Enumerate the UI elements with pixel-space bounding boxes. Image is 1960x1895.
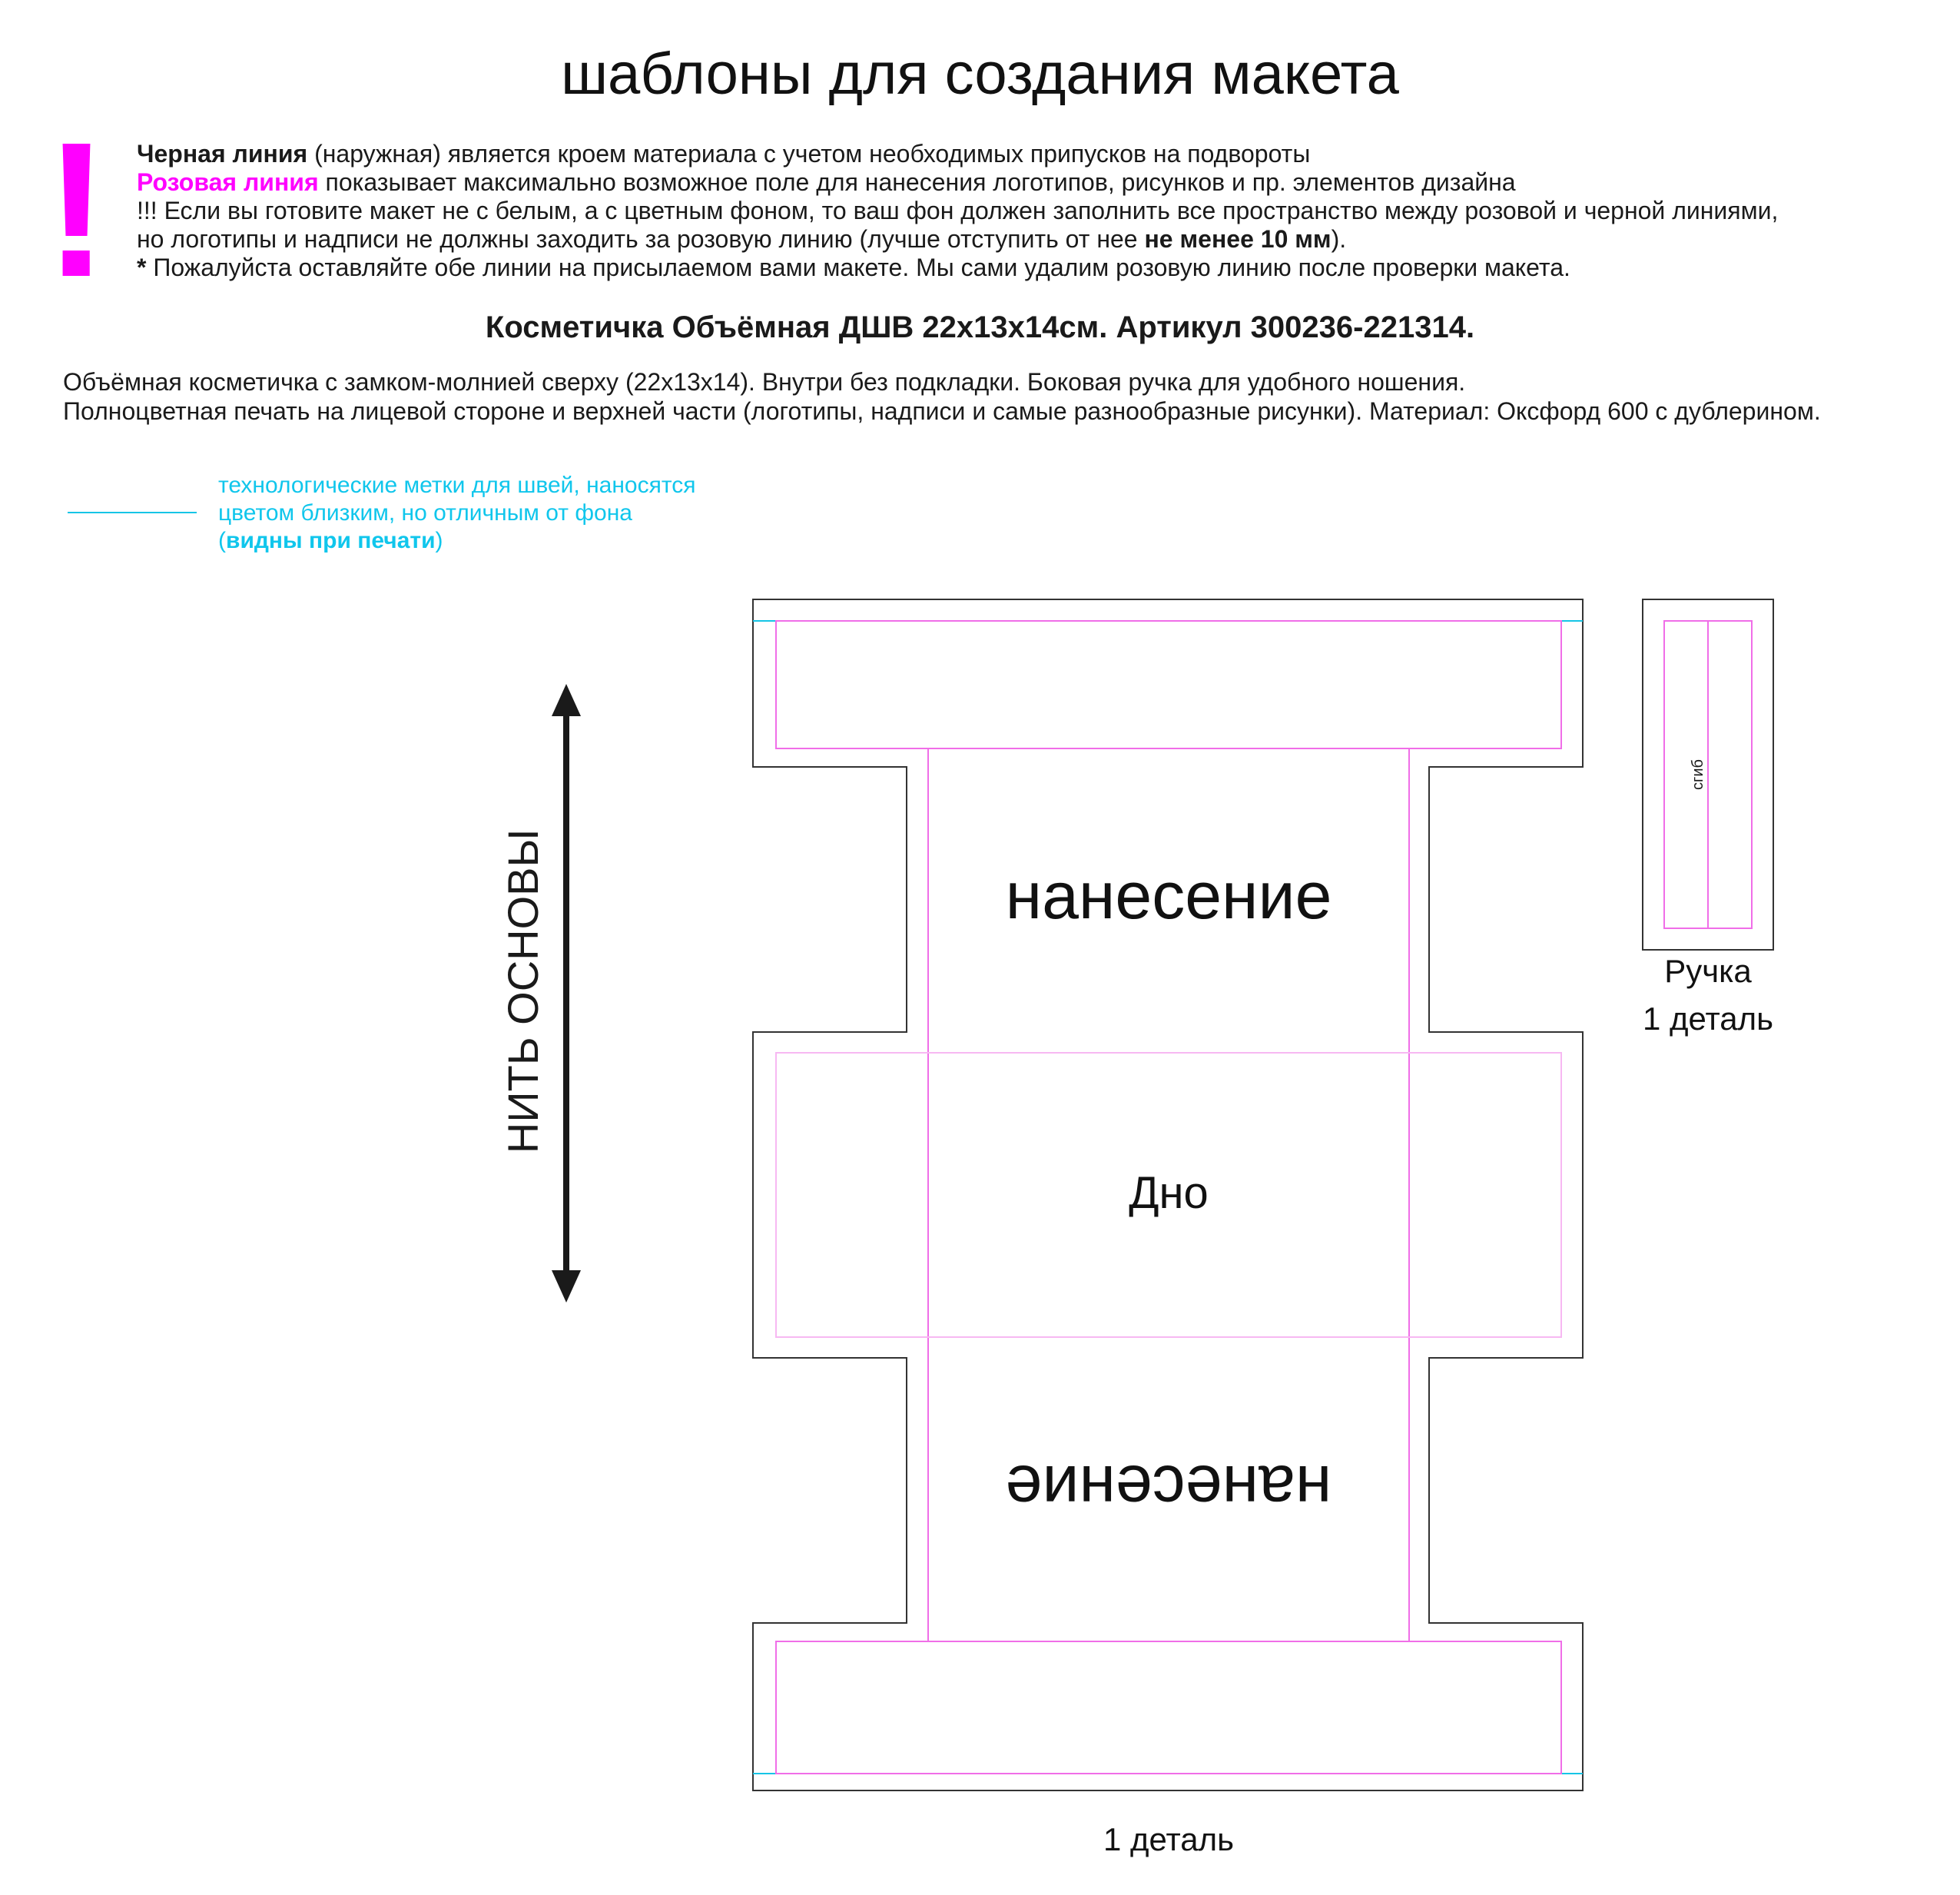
handle-name: Ручка	[1664, 953, 1752, 989]
note-keep-lines-text: Пожалуйста оставляйте обе линии на присылаемом вами макете. Мы сами удалим розовую линию после проверки макета.	[146, 254, 1570, 281]
legend-line-2: цветом близким, но отличным от фона	[218, 500, 632, 526]
product-title: Косметичка Объёмная ДШВ 22х13х14см. Артикул 300236-221314.	[485, 310, 1475, 344]
black-line-term: Черная линия	[137, 140, 308, 168]
grain-label: НИТЬ ОСНОВЫ	[499, 828, 547, 1154]
legend-bold: видны при печати	[226, 528, 436, 553]
grain-arrow-head-down	[552, 1270, 581, 1303]
bottom-panel-label: Дно	[1129, 1168, 1209, 1218]
note-background: !!! Если вы готовите макет не с белым, а с цветным фоном, то ваш фон должен заполнить все пространство между розовой и черной линиями,	[137, 197, 1779, 224]
handle-count: 1 деталь	[1642, 1001, 1774, 1037]
print-area-label-bottom: нанесение	[1005, 1452, 1332, 1525]
note-margin-text: но логотипы и надписи не должны заходить за розовую линию (лучше отступить от нее	[137, 225, 1145, 253]
black-line-text: (наружная) является кроем материала с учетом необходимых припусков на подвороты	[307, 140, 1311, 168]
main-part-count: 1 деталь	[1103, 1821, 1235, 1857]
top-flap-print-area	[776, 621, 1561, 748]
grain-arrow-head-up	[552, 684, 581, 716]
page-title: шаблоны для создания макета	[561, 41, 1399, 107]
pink-line-term: Розовая линия	[137, 168, 319, 196]
product-description-line-2: Полноцветная печать на лицевой стороне и верхней части (логотипы, надписи и самые разнообразные рисунки). Материал: Оксфорд 600 с дублерином.	[63, 397, 1821, 425]
note-margin-end: ).	[1331, 225, 1347, 253]
legend-line-1: технологические метки для швей, наносятся	[218, 473, 696, 498]
pink-line-text: показывает максимально возможное поле для нанесения логотипов, рисунков и пр. элементов дизайна	[318, 168, 1516, 196]
grain-arrow	[552, 684, 581, 1303]
note-margin-value: не менее 10 мм	[1144, 225, 1332, 253]
product-description-line-1: Объёмная косметичка с замком-молнией сверху (22х13х14). Внутри без подкладки. Боковая ручка для удобного ношения.	[63, 368, 1466, 396]
legend-paren-close: )	[435, 528, 443, 553]
fold-label: сгиб	[1690, 759, 1706, 790]
exclamation-icon: !	[45, 102, 109, 317]
note-star: *	[137, 254, 147, 281]
legend-paren-open: (	[218, 528, 226, 553]
bottom-flap-print-area	[776, 1641, 1561, 1774]
print-area-label-top: нанесение	[1005, 859, 1332, 933]
